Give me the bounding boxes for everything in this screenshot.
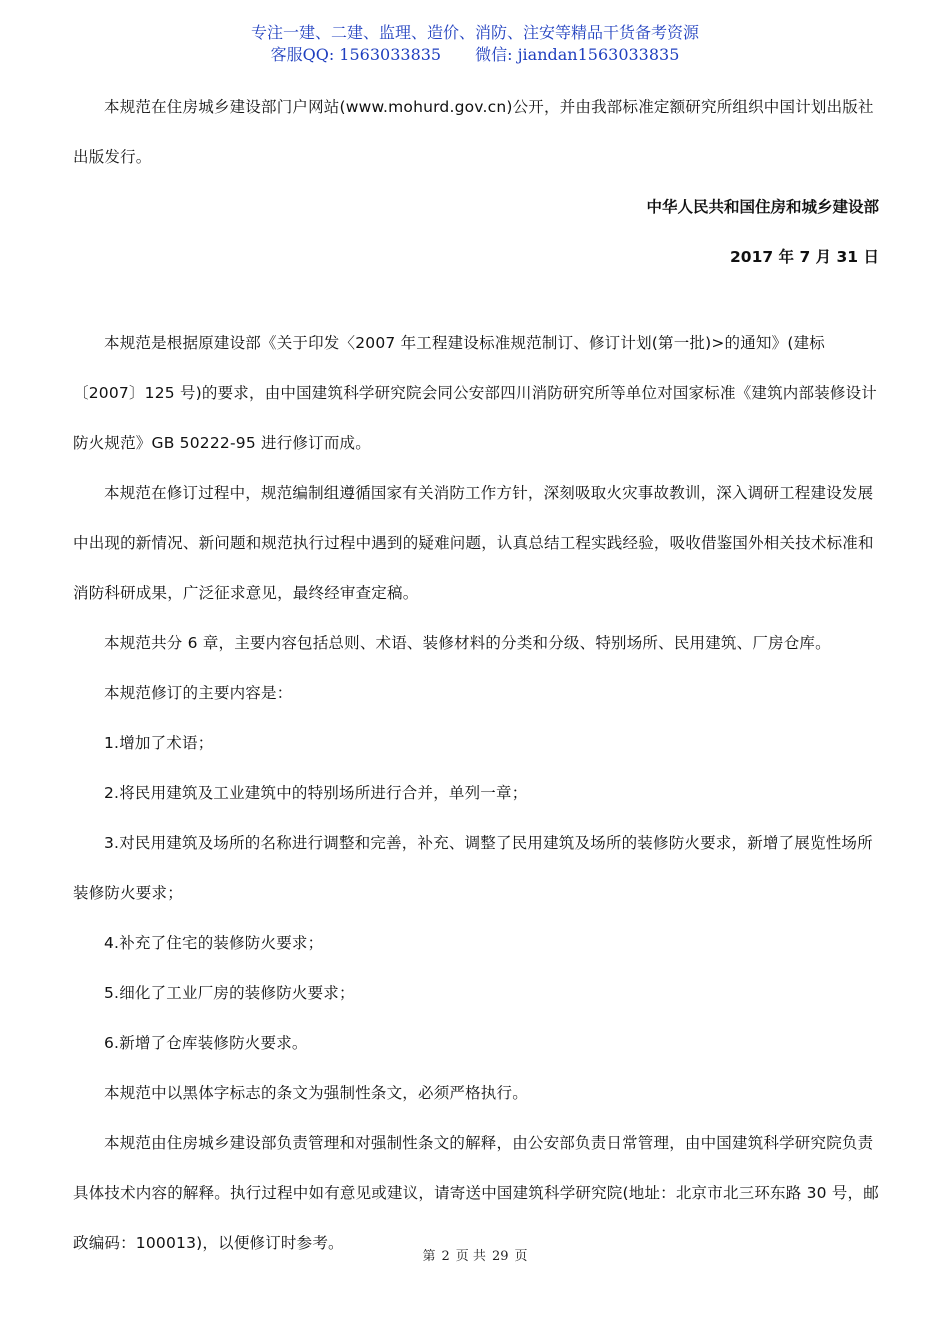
header-title: 专注一建、二建、监理、造价、消防、注安等精品干货备考资源 <box>250 23 699 42</box>
header-contact <box>0 44 950 66</box>
list-item-3: 3.对民用建筑及场所的名称进行调整和完善，补充、调整了民用建筑及场所的装修防火要求，新增了展览性场所装修防火要求； <box>73 834 873 902</box>
header-qq: 客服QQ: 1563033835 <box>270 45 442 64</box>
page-header <box>0 22 950 66</box>
list-item-1: 1.增加了术语； <box>104 734 214 752</box>
footer-page-number: 2 <box>441 1249 450 1264</box>
list-item-5: 5.细化了工业厂房的装修防火要求； <box>104 984 355 1002</box>
footer-total-pages: 29 <box>491 1249 509 1264</box>
footer-suffix: 页 <box>514 1249 528 1264</box>
header-wechat: 微信: jiandan1563033835 <box>475 45 680 64</box>
publication-paragraph: 本规范在住房城乡建设部门户网站(www.mohurd.gov.cn)公开，并由我部标准定额研究所组织中国计划出版社出版发行。 <box>73 98 874 166</box>
paragraph-mandatory: 本规范中以黑体字标志的条文为强制性条文，必须严格执行。 <box>104 1084 528 1102</box>
list-item-4: 4.补充了住宅的装修防火要求； <box>104 934 324 952</box>
list-item-2: 2.将民用建筑及工业建筑中的特别场所进行合并，单列一章； <box>104 784 528 802</box>
paragraph-chapters: 本规范共分 6 章，主要内容包括总则、术语、装修材料的分类和分级、特别场所、民用建筑、厂房仓库。 <box>104 634 831 652</box>
paragraph-management: 本规范由住房城乡建设部负责管理和对强制性条文的解释，由公安部负责日常管理，由中国建筑科学研究院负责具体技术内容的解释。执行过程中如有意见或建议，请寄送中国建筑科学研究院(地址：北京市北三环东路 30 号，邮政编码：100013)，以便修订时参考。 <box>73 1134 879 1252</box>
footer-prefix: 第 <box>422 1249 436 1264</box>
issue-date: 2017 年 7 月 31 日 <box>730 248 879 266</box>
paragraph-process: 本规范在修订过程中，规范编制组遵循国家有关消防工作方针，深刻吸取火灾事故教训，深入调研工程建设发展中出现的新情况、新问题和规范执行过程中遇到的疑难问题，认真总结工程实践经验，吸收借鉴国外相关技术标准和消防科研成果，广泛征求意见，最终经审查定稿。 <box>73 484 874 602</box>
paragraph-main-content: 本规范修订的主要内容是： <box>104 684 293 702</box>
document-body <box>73 82 879 1268</box>
paragraph-basis: 本规范是根据原建设部《关于印发〈2007 年工程建设标准规范制订、修订计划(第一批)>的通知》(建标〔2007〕125 号)的要求，由中国建筑科学研究院会同公安部四川消防研究所等单位对国家标准《建筑内部装修设计防火规范》GB 50222-95 进行修订而成。 <box>73 334 878 452</box>
footer-mid: 页 共 <box>455 1249 486 1264</box>
page-footer <box>0 1245 950 1264</box>
section-gap <box>73 282 879 318</box>
issuing-organization: 中华人民共和国住房和城乡建设部 <box>646 198 879 216</box>
list-item-6: 6.新增了仓库装修防火要求。 <box>104 1034 308 1052</box>
